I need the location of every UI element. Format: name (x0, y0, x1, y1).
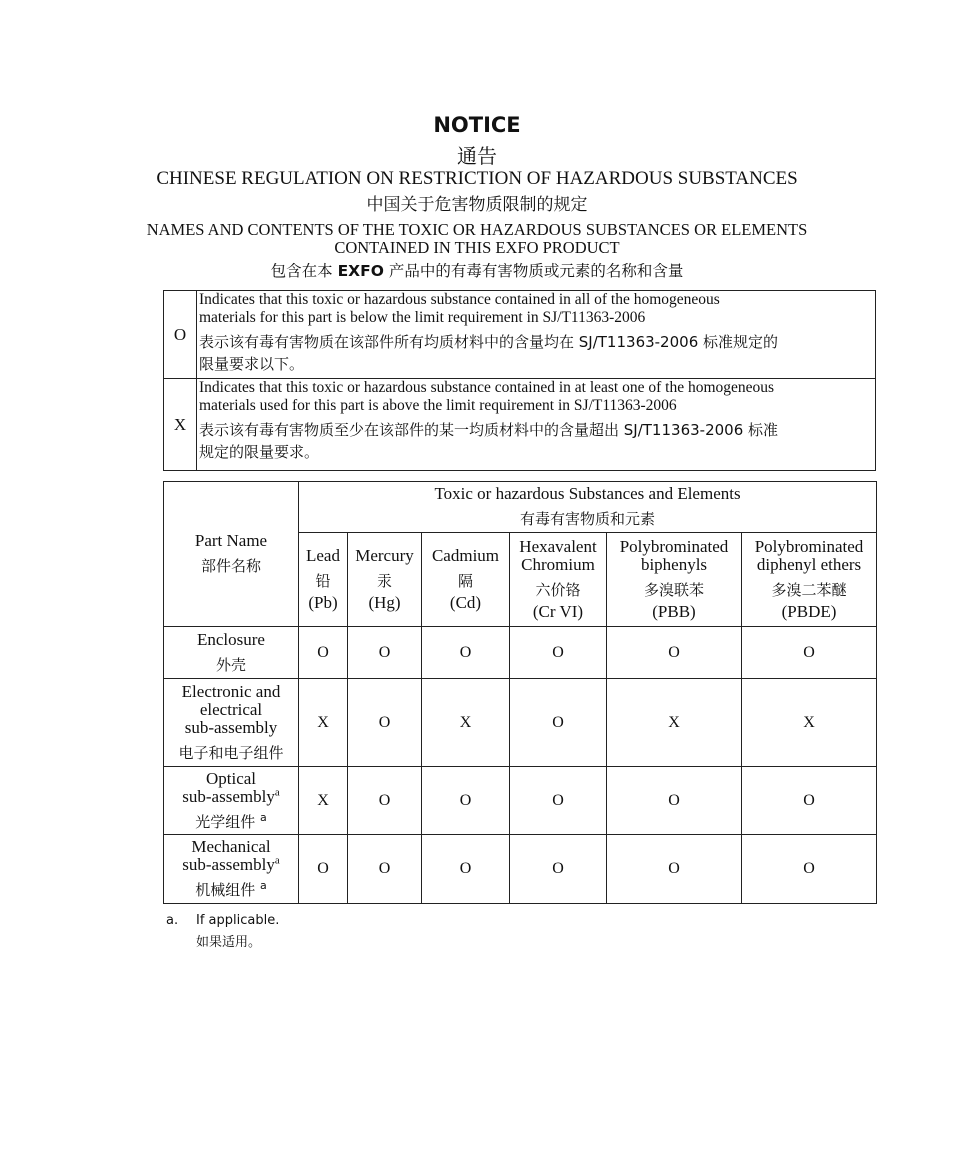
legend-symbol: O (164, 291, 197, 379)
value-cell: O (348, 627, 422, 679)
column-name: Mercury (355, 545, 414, 565)
footnote-mark: a. (166, 913, 179, 928)
column-symbol: (Pb) (308, 592, 338, 612)
value-cell: O (510, 679, 607, 767)
legend-en-line2: materials for this part is below the limit requirement in SJ/T11363-2006 (199, 309, 646, 326)
legend-zh-line1: 表示该有毒有害物质至少在该部件的某一均质材料中的含量超出 SJ/T11363-2006 标准 (199, 421, 779, 439)
value-cell: O (607, 767, 742, 835)
part-name-line: sub-assembly (184, 717, 278, 737)
legend-zh (199, 419, 873, 463)
part-name-zh (164, 880, 298, 900)
table-row (164, 627, 877, 679)
part-name-zh (164, 812, 298, 832)
part-name-line: Electronic and (181, 681, 281, 701)
footnote-text-zh: 如果适用。 (196, 935, 262, 950)
names-zh-after: 产品中的有毒有害物质或元素的名称和含量 (383, 262, 684, 280)
part-name-zh-text: 机械组件 (195, 881, 261, 899)
value-cell: O (742, 627, 877, 679)
part-name: Enclosure (197, 629, 265, 649)
legend-zh (199, 331, 873, 375)
group-title: Toxic or hazardous Substances and Elements (434, 484, 741, 503)
group-title-cell (299, 482, 877, 533)
group-header-row (164, 482, 877, 533)
regulation-title: CHINESE REGULATION ON RESTRICTION OF HAZARDOUS SUBSTANCES (156, 168, 798, 189)
substances-table (163, 481, 877, 904)
value-cell: O (348, 679, 422, 767)
column-symbol: (Cd) (449, 592, 482, 612)
legend-description (197, 379, 876, 471)
value-cell: O (348, 767, 422, 835)
value-cell: O (348, 835, 422, 904)
value-cell: O (607, 627, 742, 679)
footnote-ref: a (260, 810, 267, 824)
notice-title-zh: 通告 (457, 144, 497, 168)
column-name-zh: 六价铬 (535, 580, 581, 599)
value-cell: X (299, 767, 348, 835)
value-cell: O (742, 835, 877, 904)
legend-zh-line2: 限量要求以下。 (199, 355, 305, 373)
legend-en-line1: Indicates that this toxic or hazardous substance contained in at least one of the homogeneous (199, 379, 775, 396)
part-name-line (164, 856, 298, 874)
value-cell: X (299, 679, 348, 767)
table-row (164, 679, 877, 767)
column-name-zh: 汞 (376, 571, 392, 590)
footnote-ref: a (260, 879, 267, 892)
value-cell: X (607, 679, 742, 767)
column-symbol: (PBDE) (781, 601, 837, 621)
part-name-cell (164, 679, 299, 767)
column-name-line2: biphenyls (640, 554, 708, 574)
part-name-label: Part Name (194, 531, 268, 550)
value-cell: X (742, 679, 877, 767)
column-name: Polybrominated (754, 536, 864, 556)
names-heading-line1: NAMES AND CONTENTS OF THE TOXIC OR HAZARDOUS SUBSTANCES OR ELEMENTS (146, 220, 808, 239)
column-header-pbb (607, 533, 742, 627)
group-title-zh: 有毒有害物质和元素 (520, 510, 656, 528)
table-row (164, 767, 877, 835)
names-heading-zh (0, 259, 954, 281)
table-row (164, 835, 877, 904)
legend-zh-line2: 规定的限量要求。 (199, 443, 320, 461)
column-name-line2: Chromium (521, 554, 595, 574)
value-cell: O (299, 835, 348, 904)
regulation-title-zh: 中国关于危害物质限制的规定 (366, 195, 588, 215)
part-name-zh: 外壳 (215, 655, 246, 674)
value-cell: O (422, 767, 510, 835)
part-name-line: Optical (205, 768, 257, 788)
part-name-zh-text: 光学组件 (195, 812, 261, 831)
column-header-pbde (742, 533, 877, 627)
column-header-chromium (510, 533, 607, 627)
legend-en-line2: materials used for this part is above the limit requirement in SJ/T11363-2006 (199, 397, 677, 414)
column-header-lead (299, 533, 348, 627)
footnote-ref: a (274, 854, 280, 867)
column-name-line2: diphenyl ethers (756, 554, 862, 574)
legend-description (197, 291, 876, 379)
value-cell: O (607, 835, 742, 904)
value-cell: O (510, 627, 607, 679)
column-symbol: (PBB) (652, 601, 696, 621)
column-name-zh: 多溴二苯醚 (771, 580, 847, 599)
part-name-line (164, 785, 298, 806)
value-cell: O (510, 835, 607, 904)
value-cell: O (299, 627, 348, 679)
exfo-brand: EXFO (337, 262, 384, 280)
part-name-header (164, 482, 299, 627)
value-cell: X (422, 679, 510, 767)
part-name-text: sub-assembly (182, 855, 275, 874)
legend-zh-line1: 表示该有毒有害物质在该部件所有均质材料中的含量均在 SJ/T11363-2006 标准规定的 (199, 333, 779, 351)
value-cell: O (422, 627, 510, 679)
value-cell: O (510, 767, 607, 835)
notice-title: NOTICE (433, 113, 521, 137)
footnote-ref: a (274, 785, 280, 798)
names-heading-line2: CONTAINED IN THIS EXFO PRODUCT (334, 238, 620, 257)
legend-row-x (164, 379, 876, 471)
footnote-text: If applicable. (196, 913, 280, 928)
column-name-zh: 隔 (457, 571, 473, 590)
names-zh-before: 包含在本 (270, 262, 338, 280)
column-header-mercury (348, 533, 422, 627)
part-name-zh: 电子和电子组件 (178, 743, 284, 762)
column-header-cadmium (422, 533, 510, 627)
column-name: Lead (306, 545, 340, 565)
part-name-cell (164, 627, 299, 679)
part-name-line: electrical (199, 699, 263, 719)
column-symbol: (Cr VI) (532, 601, 584, 621)
column-symbol: (Hg) (368, 592, 401, 612)
part-name-cell (164, 835, 299, 904)
legend-symbol: X (164, 379, 197, 471)
part-name-text: sub-assembly (182, 786, 275, 806)
column-name-zh: 铅 (315, 571, 331, 590)
column-name: Cadmium (431, 545, 500, 565)
legend-en-line1: Indicates that this toxic or hazardous substance contained in all of the homogeneous (199, 291, 720, 308)
legend-table (163, 290, 876, 471)
value-cell: O (742, 767, 877, 835)
part-name-label-zh: 部件名称 (200, 557, 261, 575)
column-name: Hexavalent (519, 536, 597, 556)
part-name-cell (164, 767, 299, 835)
column-name-zh: 多溴联苯 (643, 580, 704, 599)
column-name: Polybrominated (619, 536, 729, 556)
legend-row-o (164, 291, 876, 379)
part-name-line: Mechanical (191, 837, 271, 856)
value-cell: O (422, 835, 510, 904)
